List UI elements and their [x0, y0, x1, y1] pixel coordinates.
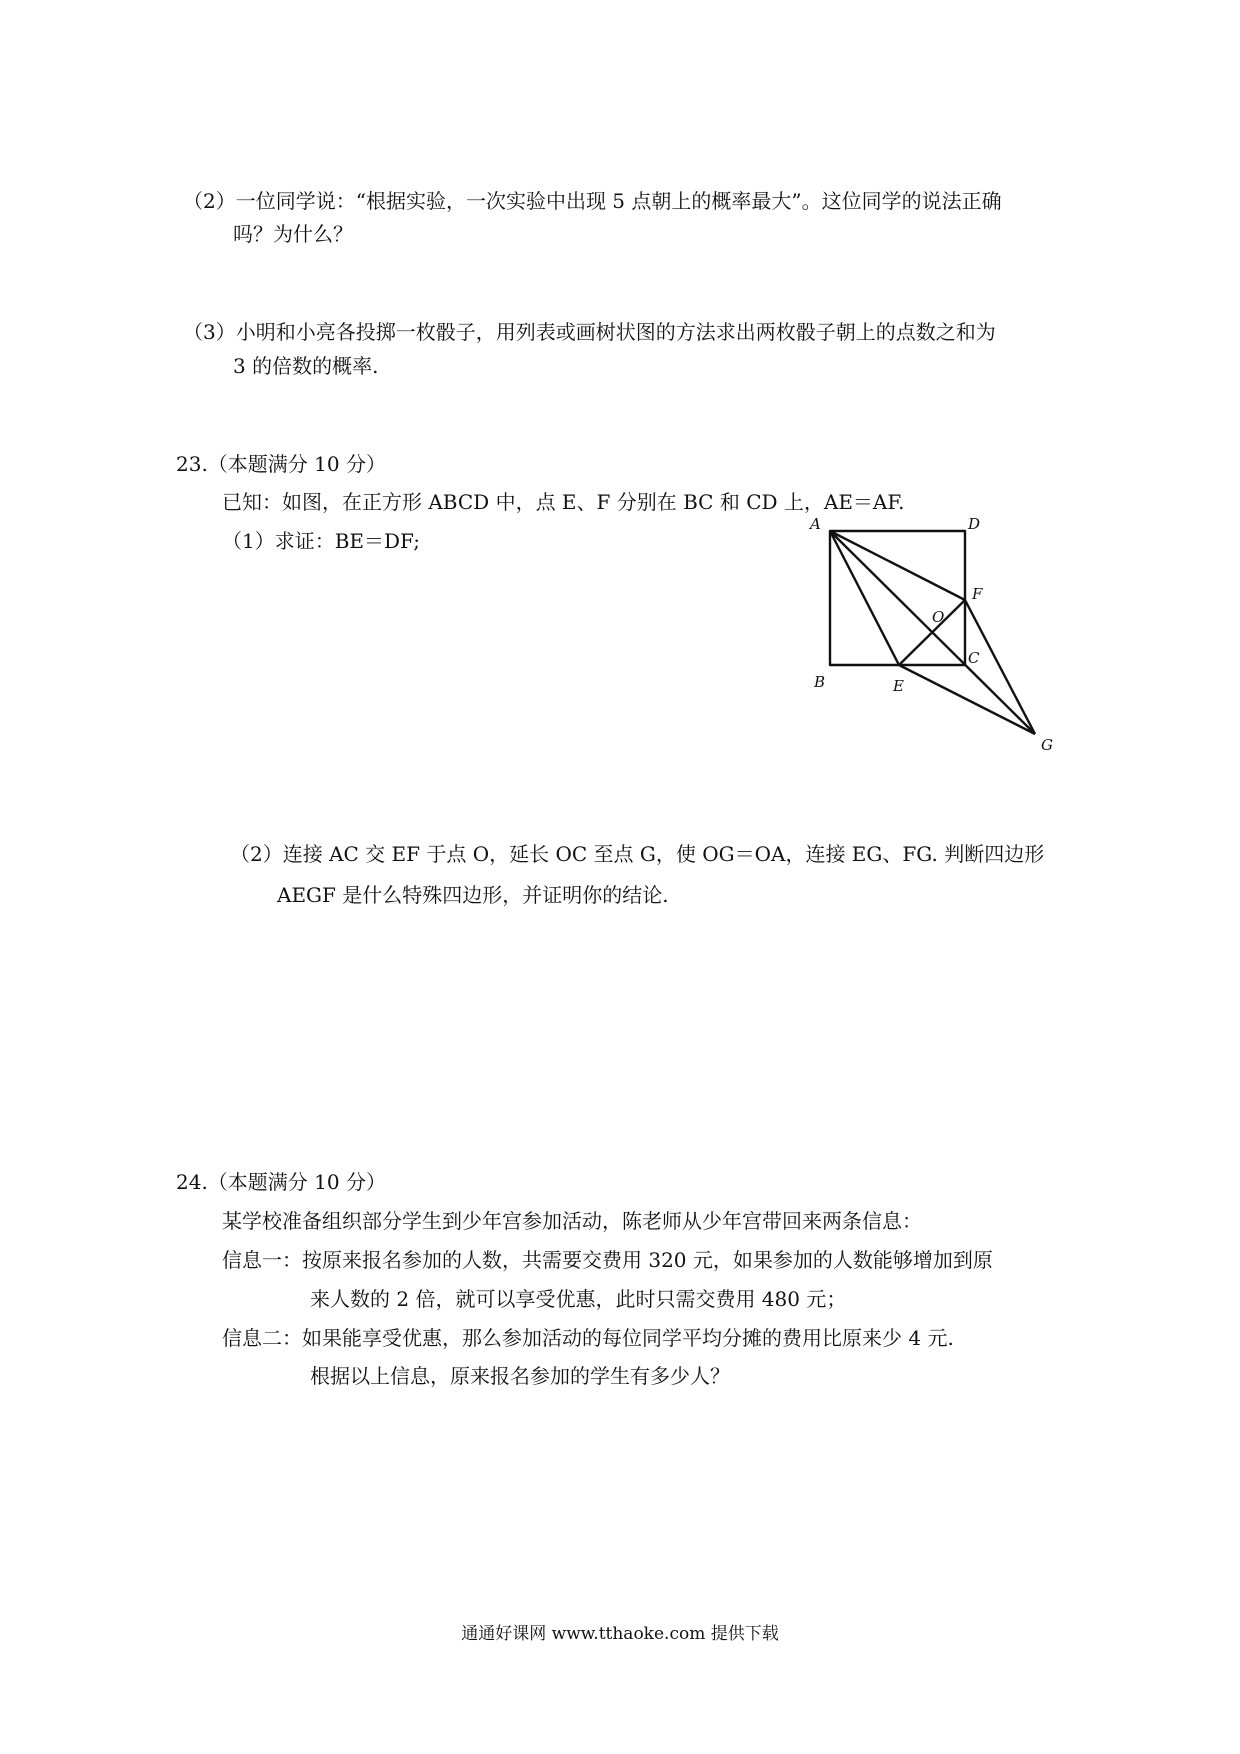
- geometry-figure: [805, 515, 1075, 760]
- label-c: C: [968, 649, 980, 667]
- q24-question: 根据以上信息，原来报名参加的学生有多少人？: [310, 1364, 730, 1388]
- segment-eg: [899, 665, 1035, 734]
- label-a: A: [810, 515, 821, 533]
- segment-fg: [965, 600, 1035, 734]
- q22-part2-line1: （2）一位同学说：“根据实验，一次实验中出现 5 点朝上的概率最大”。这位同学的说法正确: [183, 189, 1002, 213]
- square-abcd-diagram: [805, 515, 1075, 760]
- q23-part1: （1）求证：BE＝DF;: [222, 529, 420, 553]
- segment-ae: [830, 531, 899, 665]
- q22-part3-line1: （3）小明和小亮各投掷一枚骰子，用列表或画树状图的方法求出两枚骰子朝上的点数之和为: [183, 320, 996, 344]
- q24-heading: 24.（本题满分 10 分）: [176, 1170, 386, 1194]
- label-b: B: [814, 673, 826, 691]
- label-g: G: [1041, 736, 1053, 754]
- q24-info2: 信息二：如果能享受优惠，那么参加活动的每位同学平均分摊的费用比原来少 4 元.: [222, 1326, 954, 1350]
- q23-given: 已知：如图，在正方形 ABCD 中，点 E、F 分别在 BC 和 CD 上，AE＝AF.: [222, 490, 905, 514]
- label-f: F: [972, 585, 983, 603]
- label-d: D: [968, 515, 981, 533]
- q24-info1-line2: 来人数的 2 倍，就可以享受优惠，此时只需交费用 480 元；: [310, 1287, 847, 1311]
- q23-part2-line2: AEGF 是什么特殊四边形，并证明你的结论.: [277, 883, 669, 907]
- segment-af: [830, 531, 965, 600]
- label-o: O: [932, 608, 945, 626]
- q24-info1-line1: 信息一：按原来报名参加的人数，共需要交费用 320 元，如果参加的人数能够增加到原: [222, 1248, 993, 1272]
- q22-part2-line2: 吗？为什么？: [233, 222, 353, 246]
- page-footer: 通通好课网 www.tthaoke.com 提供下载: [461, 1624, 779, 1644]
- q23-part2-line1: （2）连接 AC 交 EF 于点 O，延长 OC 至点 G，使 OG＝OA，连接 EG、FG. 判断四边形: [230, 842, 1045, 866]
- q24-intro: 某学校准备组织部分学生到少年宫参加活动，陈老师从少年宫带回来两条信息：: [222, 1209, 922, 1233]
- label-e: E: [893, 677, 904, 695]
- q23-heading: 23.（本题满分 10 分）: [176, 452, 386, 476]
- q22-part3-line2: 3 的倍数的概率.: [233, 354, 379, 378]
